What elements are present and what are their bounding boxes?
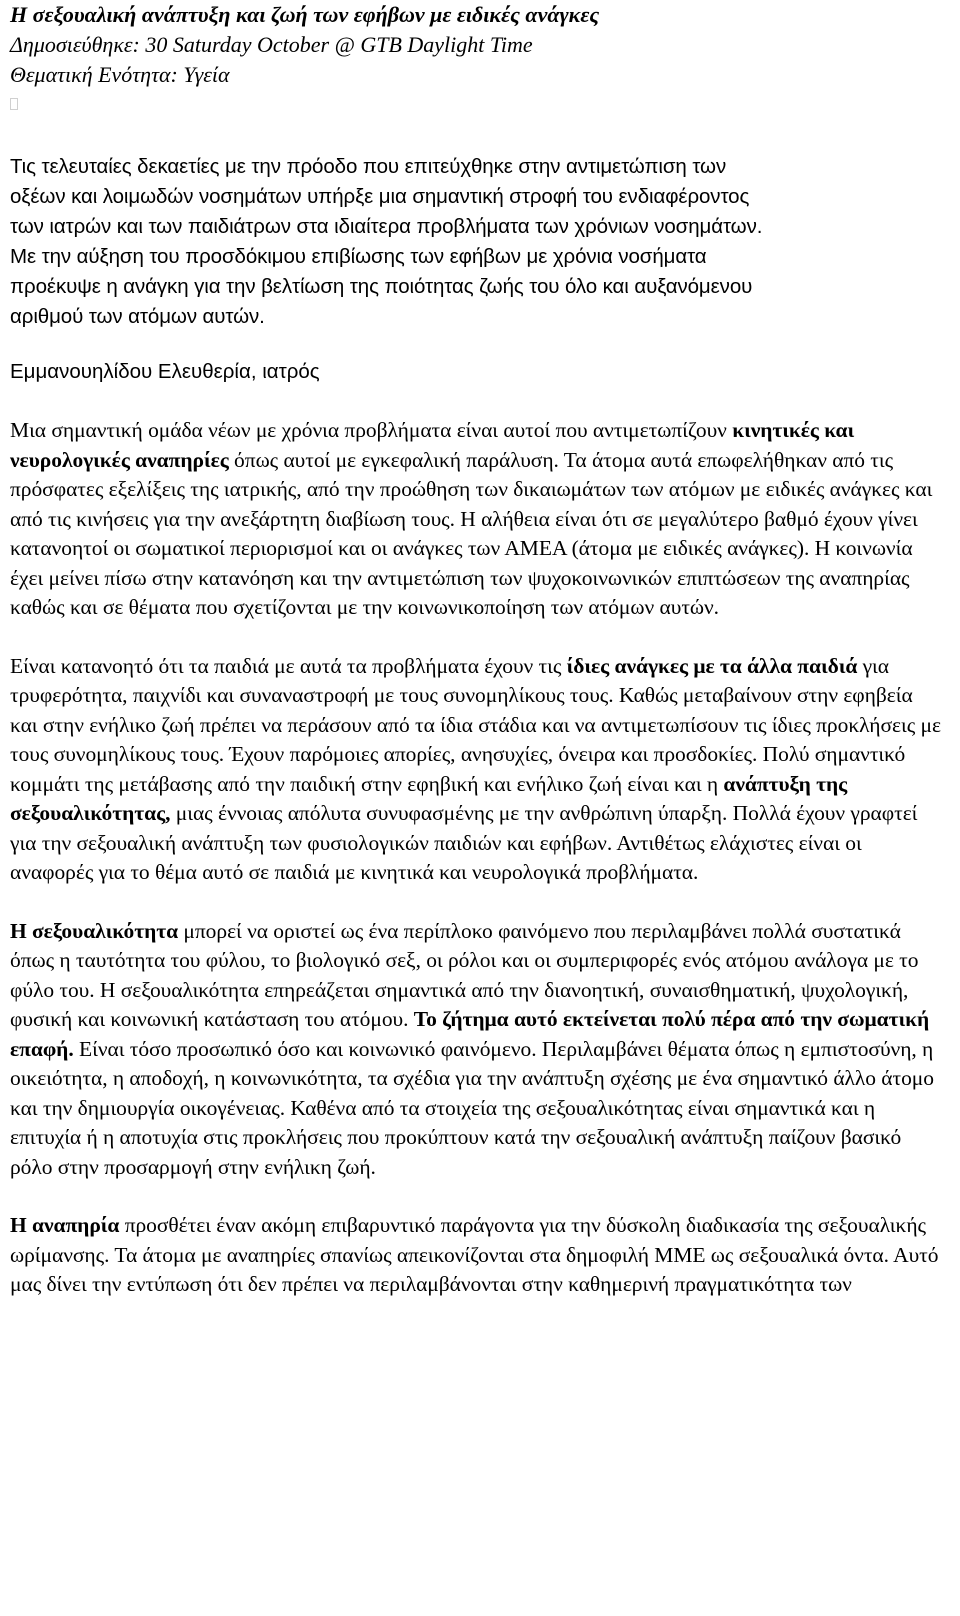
text-run: για τρυφερότητα, παιχνίδι και συναναστροφή με τους συνομηλίκους τους. Καθώς μεταβαίνουν στην εφηβεία και στην ενήλικο ζωή πρέπει να περάσουν από τα ίδια στάδια και να αντιμετωπίσουν τις ίδιες προκλήσεις με τους συνομηλίκους τους. Έχουν παρόμοιες απορίες, ανησυχίες, όνειρα και προσδοκίες. Πολύ σημαντικό κομμάτι της μετάβασης από την παιδική στην εφηβική και ενήλικο ζωή είναι και η — [10, 653, 941, 796]
broken-image-icon — [10, 98, 18, 110]
body-paragraph-1 — [10, 416, 945, 623]
text-run: Μια σημαντική ομάδα νέων με χρόνια προβλήματα είναι αυτοί που αντιμετωπίζουν — [10, 418, 733, 442]
lead-line: Τις τελευταίες δεκαετίες με την πρόοδο που επιτεύχθηκε στην αντιμετώπιση των — [10, 155, 727, 178]
body-paragraph-4 — [10, 1211, 945, 1300]
text-run: μπορεί να οριστεί ως ένα περίπλοκο φαινόμενο που περιλαμβάνει πολλά συστατικά όπως η ταυτότητα του φύλου, το βιολογικό σεξ, οι ρόλοι και οι συμπεριφορές ενός ατόμου ανάλογα με το φύλο του. Η σεξουαλικότητα επηρεάζεται σημαντικά από την διανοητική, συναισθηματική, ψυχολογική, φυσική και κοινωνική κατάσταση του ατόμου. — [10, 918, 919, 1031]
category-label: Θεματική Ενότητα: Υγεία — [10, 62, 230, 87]
text-run: όπως αυτοί με εγκεφαλική παράλυση. Τα άτομα αυτά επωφελήθηκαν από τις πρόσφατες εξελίξεις της ιατρικής, από την προώθηση των δικαιωμάτων των ατόμων με ειδικές ανάγκες και από τις κινήσεις για την ανεξάρτητη διαβίωση τους. Η αλήθεια είναι ότι σε μεγαλύτερο βαθμό έχουν γίνει κατανοητοί οι σωματικοί περιορισμοί και οι ανάγκες των ΑΜΕΑ (άτομα με ειδικές ανάγκες). Η κοινωνία έχει μείνει πίσω στην κατανόηση και την αντιμετώπιση των ψυχοκοινωνικών επιπτώσεων της αναπηρίας καθώς και σε θέματα που σχετίζονται με την κοινωνικοποίηση των ατόμων αυτών. — [10, 447, 933, 619]
text-run: Είναι κατανοητό ότι τα παιδιά με αυτά τα προβλήματα έχουν τις — [10, 653, 567, 678]
bold-text-run: κινητικές και νευρολογικές αναπηρίες — [10, 418, 855, 472]
author-byline: Εμμανουηλίδου Ελευθερία, ιατρός — [10, 360, 320, 383]
bold-text-run: Η σεξουαλικότητα — [10, 918, 179, 943]
body-paragraph-3 — [10, 917, 945, 1183]
bold-text-run: ανάπτυξη της σεξουαλικότητας, — [10, 771, 848, 825]
text-run: Είναι τόσο προσωπικό όσο και κοινωνικό φαινόμενο. Περιλαμβάνει θέματα όπως η εμπιστοσύνη, η οικειότητα, η αποδοχή, η κοινωνικότητα, τα σχέδια για την ανάπτυξη σχέσης με ένα σημαντικό άλλο άτομο και την δημιουργία οικογένειας. Καθένα από τα στοιχεία της σεξουαλικότητας είναι σημαντικά και η επιτυχία ή η αποτυχία στις προκλήσεις που προκύπτουν κατά την σεξουαλική ανάπτυξη παίζουν βασικό ρόλο στην προσαρμογή στην ενήλικη ζωή. — [10, 1036, 934, 1179]
lead-paragraph — [10, 152, 945, 332]
bold-text-run: Η αναπηρία — [10, 1213, 120, 1237]
text-run: προσθέτει έναν ακόμη επιβαρυντικό παράγοντα για την δύσκολη διαδικασία της σεξουαλικής ωρίμανσης. Τα άτομα με αναπηρίες σπανίως απεικονίζονται στα δημοφιλή ΜΜΕ ως σεξουαλικά όντα. Αυτό μας δίνει την εντύπωση ότι δεν πρέπει να περιλαμβάνονται στην καθημερινή πραγματικότητα των — [10, 1213, 939, 1296]
lead-line: αριθμού των ατόμων αυτών. — [10, 305, 265, 328]
lead-line: των ιατρών και των παιδιάτρων στα ιδιαίτερα προβλήματα των χρόνιων νοσημάτων. — [10, 215, 763, 238]
publish-date: Δημοσιεύθηκε: 30 Saturday October @ GTB Daylight Time — [10, 32, 533, 57]
body-paragraph-2 — [10, 652, 945, 888]
bold-text-run: Το ζήτημα αυτό εκτείνεται πολύ πέρα από την σωματική επαφή. — [10, 1007, 930, 1061]
lead-line: οξέων και λοιμωδών νοσημάτων υπήρξε μια σημαντική στροφή του ενδιαφέροντος — [10, 185, 750, 208]
bold-text-run: ίδιες ανάγκες με τα άλλα παιδιά — [566, 653, 858, 678]
article-title: Η σεξουαλική ανάπτυξη και ζωή των εφήβων με ειδικές ανάγκες — [10, 2, 600, 27]
article — [10, 0, 945, 1300]
lead-line: προέκυψε η ανάγκη για την βελτίωση της ποιότητας ζωής του όλο και αυξανόμενου — [10, 275, 753, 298]
lead-line: Με την αύξηση του προσδόκιμου επιβίωσης των εφήβων με χρόνια νοσήματα — [10, 245, 707, 268]
text-run: μιας έννοιας απόλυτα συνυφασμένης με την ανθρώπινη ύπαρξη. Πολλά έχουν γραφτεί για την σεξουαλική ανάπτυξη των φυσιολογικών παιδιών και εφήβων. Αντιθέτως ελάχιστες είναι οι αναφορές για το θέμα αυτό σε παιδιά με κινητικά και νευρολογικά προβλήματα. — [10, 801, 918, 884]
